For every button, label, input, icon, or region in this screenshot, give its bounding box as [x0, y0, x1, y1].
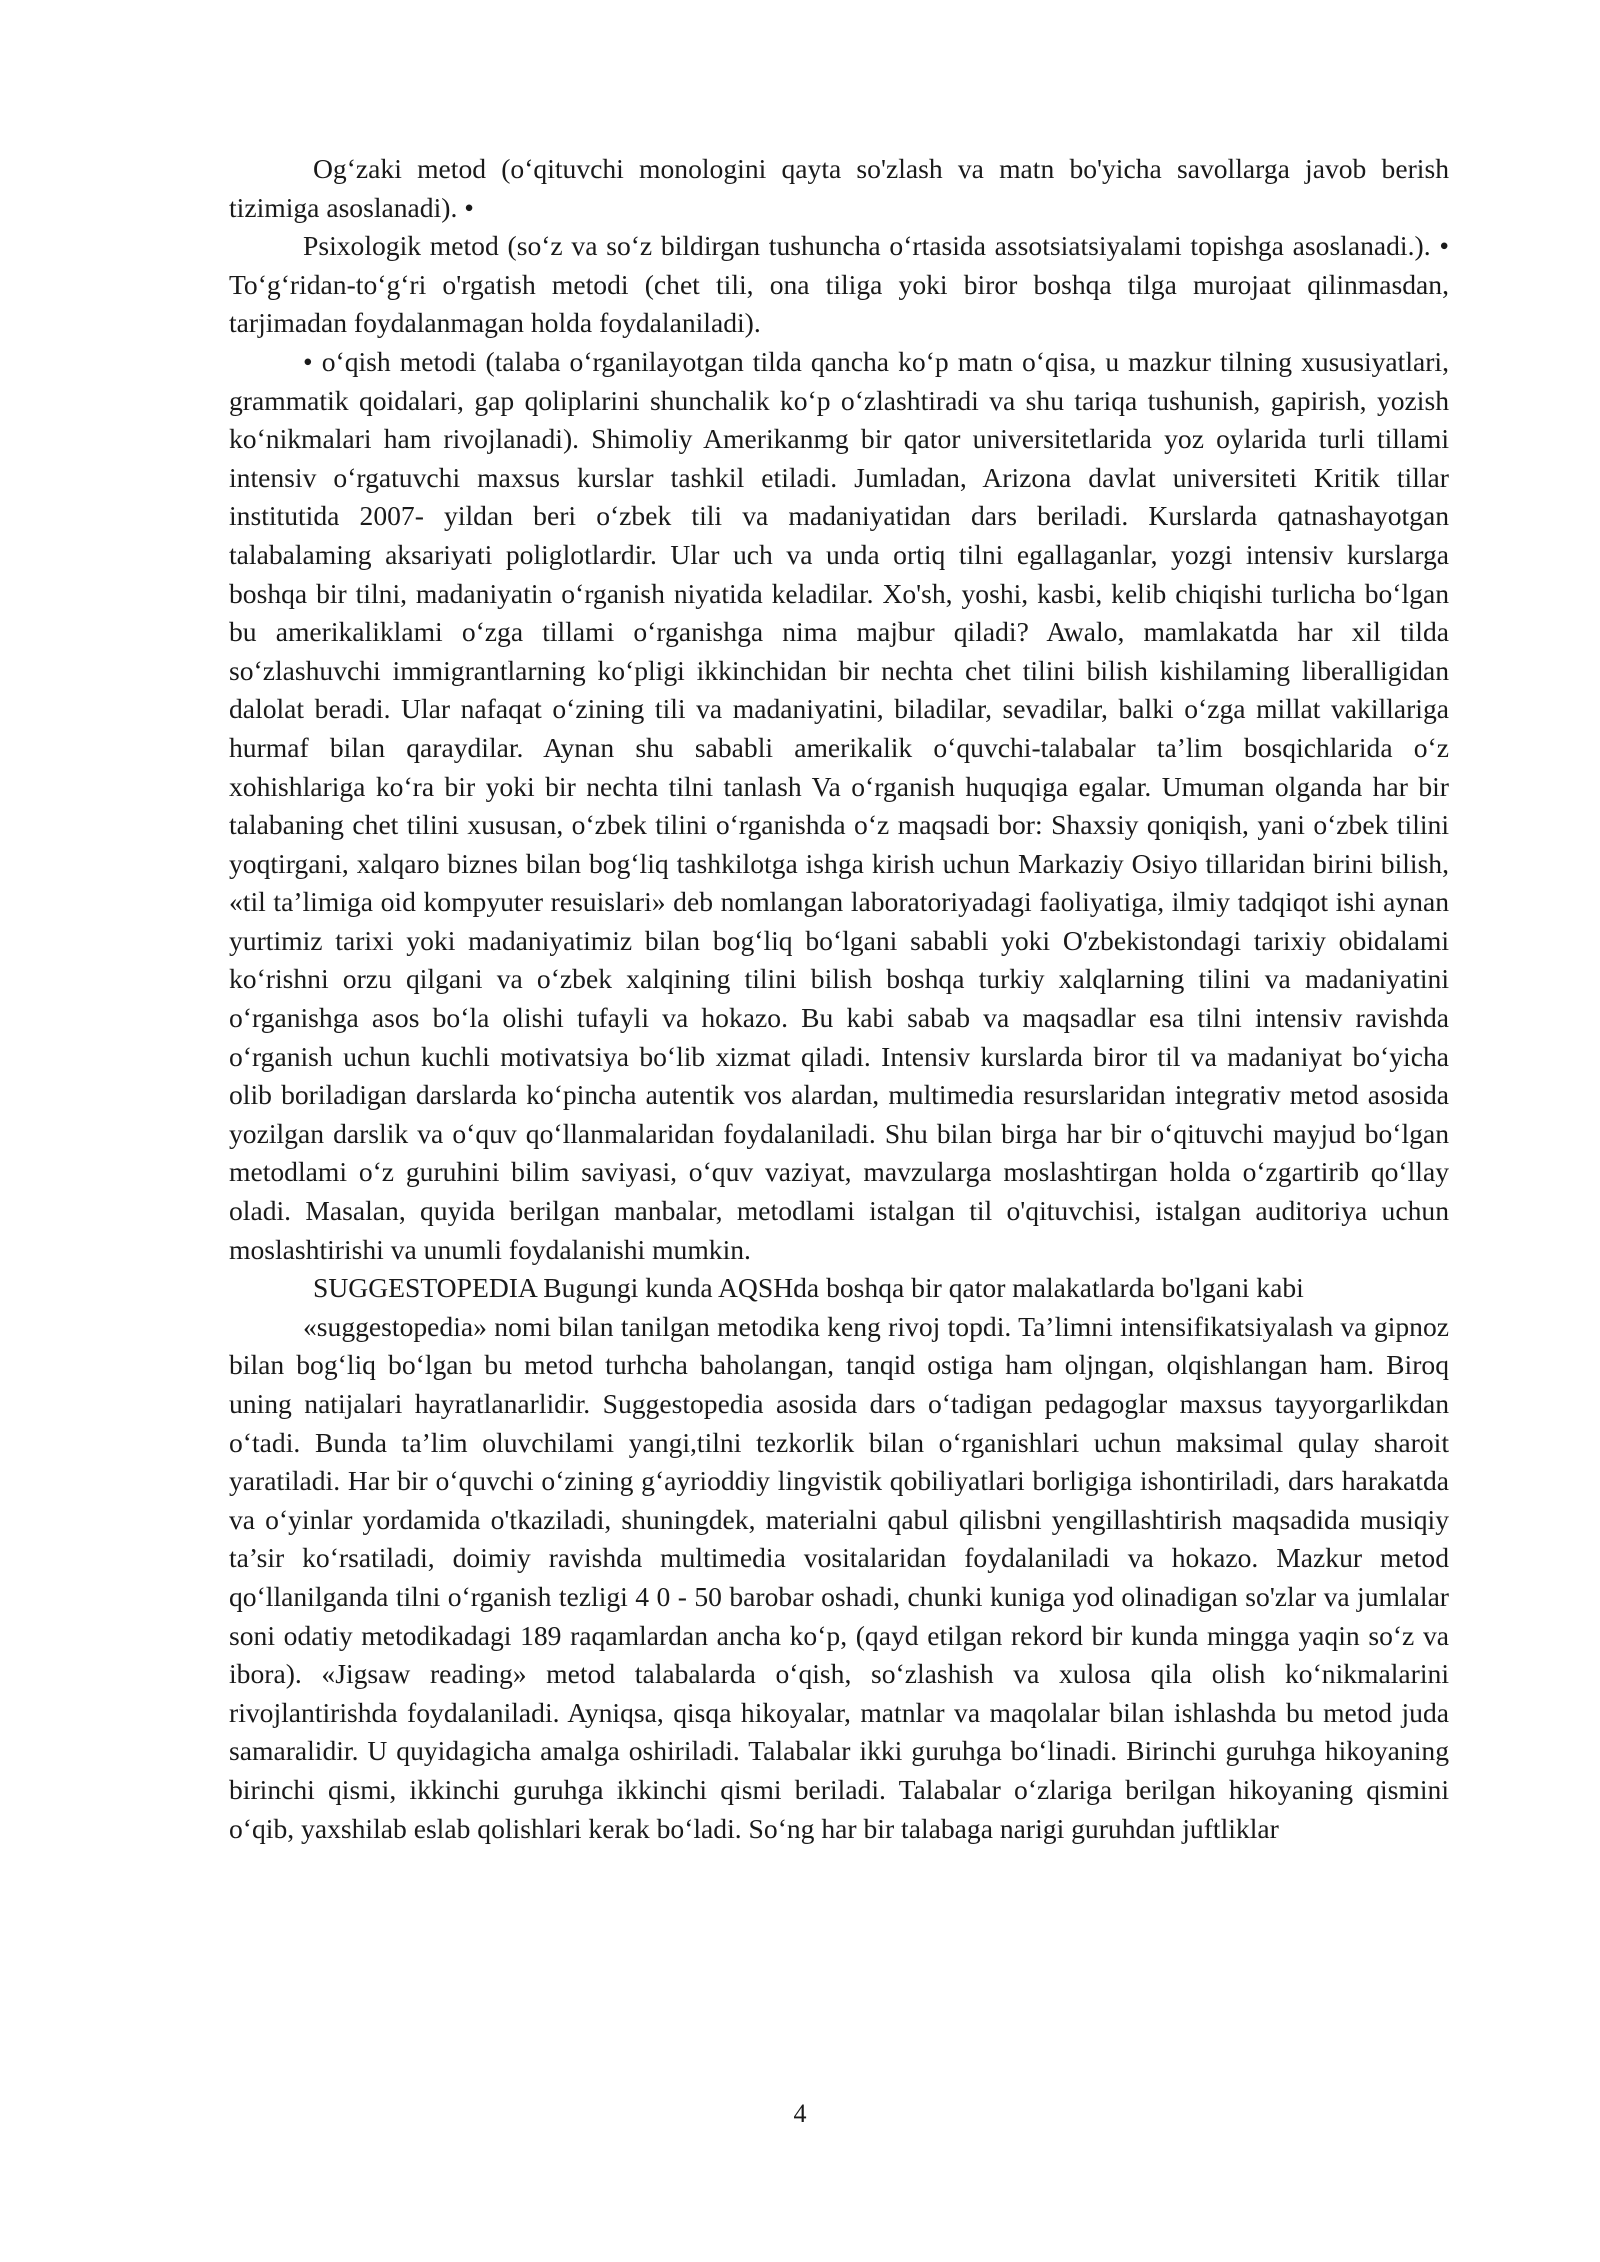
document-body [229, 150, 1449, 1848]
paragraph-reading-method: • o‘qish metodi (talaba o‘rganilayotgan tilda qancha ko‘p matn o‘qisa, u mazkur tilning xususiyatlari, grammatik qoidalari, gap qoliplarini shunchalik ko‘p o‘zlashtiradi va shu tariqa tushunish, gapirish, yozish ko‘nikmalari ham rivojlanadi). Shimoliy Amerikanmg bir qator universitetlarida yoz oylarida turli tillami intensiv o‘rgatuvchi maxsus kurslar tashkil etiladi. Jumladan, Arizona davlat universiteti Kritik tillar institutida 2007- yildan beri o‘zbek tili va madaniyatidan dars beriladi. Kurslarda qatnashayotgan talabalaming aksariyati poliglotlardir. Ular uch va unda ortiq tilni egallaganlar, yozgi intensiv kurslarga boshqa bir tilni, madaniyatin o‘rganish niyatida keladilar. Xo'sh, yoshi, kasbi, kelib chiqishi turlicha bo‘lgan bu amerikaliklami o‘zga tillami o‘rganishga nima majbur qiladi? Awalo, mamlakatda har xil tilda so‘zlashuvchi immigrantlarning ko‘pligi ikkinchidan bir nechta chet tilini bilish kishilaming liberalligidan dalolat beradi. Ular nafaqat o‘zining tili va madaniyatini, biladilar, sevadilar, balki o‘zga millat vakillariga hurmaf bilan qaraydilar. Aynan shu sababli amerikalik o‘quvchi-talabalar ta’lim bosqichlarida o‘z xohishlariga ko‘ra bir yoki bir nechta tilni tanlash Va o‘rganish huquqiga egalar. Umuman olganda har bir talabaning chet tilini xususan, o‘zbek tilini o‘rganishda o‘z maqsadi bor: Shaxsiy qoniqish, yani o‘zbek tilini yoqtirgani, xalqaro biznes bilan bog‘liq tashkilotga ishga kirish uchun Markaziy Osiyo tillaridan birini bilish, «til ta’limiga oid kompyuter resuislari» deb nomlangan laboratoriyadagi faoliyatiga, ilmiy tadqiqot ishi aynan yurtimiz tarixi yoki madaniyatimiz bilan bog‘liq bo‘lgani sababli yoki O'zbekistondagi tarixiy obidalami ko‘rishni orzu qilgani va o‘zbek xalqining tilini bilish boshqa turkiy xalqlarning tilini va madaniyatini o‘rganishga asos bo‘la olishi tufayli va hokazo. Bu kabi sabab va maqsadlar esa tilni intensiv ravishda o‘rganish uchun kuchli motivatsiya bo‘lib xizmat qiladi. Intensiv kurslarda biror til va madaniyat bo‘yicha olib boriladigan darslarda ko‘pincha autentik vos alardan, multimedia resurslaridan integrativ metod asosida yozilgan darslik va o‘quv qo‘llanmalaridan foydalaniladi. Shu bilan birga har bir o‘qituvchi mayjud bo‘lgan metodlami o‘z guruhini bilim saviyasi, o‘quv vaziyat, mavzularga moslashtirgan holda o‘zgartirib qo‘llay oladi. Masalan, quyida berilgan manbalar, metodlami istalgan til o'qituvchisi, istalgan auditoriya uchun moslashtirishi va unumli foydalanishi mumkin. [229, 345, 1449, 1265]
paragraph-oral-method: Og‘zaki metod (o‘qituvchi monologini qayta so'zlash va matn bo'yicha savollarga javob berish tizimiga asoslanadi). • [229, 153, 1449, 223]
page-number: 4 [793, 2099, 807, 2128]
paragraph-psychological-method: Psixologik metod (so‘z va so‘z bildirgan tushuncha o‘rtasida assotsiatsiyalami topishga asoslanadi.). • To‘g‘ridan-to‘g‘ri o'rgatish metodi (chet tili, ona tiliga yoki biror boshqa tilga murojaat qilinmasdan, tarjimadan foydalanmagan holda foydalaniladi). [229, 230, 1449, 339]
paragraph-suggestopedia-heading: SUGGESTOPEDIA Bugungi kunda AQSHda boshqa bir qator malakatlarda bo'lgani kabi [313, 1272, 1304, 1304]
paragraph-suggestopedia-body: «suggestopedia» nomi bilan tanilgan metodika keng rivoj topdi. Ta’limni intensifikatsiyalash va gipnoz bilan bog‘liq bo‘lgan bu metod turhcha baholangan, tanqid ostiga ham oljngan, olqishlangan ham. Biroq uning natijalari hayratlanarlidir. Suggestopedia asosida dars o‘tadigan pedagoglar maxsus tayyorgarlikdan o‘tadi. Bunda ta’lim oluvchilami yangi,tilni tezkorlik bilan o‘rganishlari uchun maksimal qulay sharoit yaratiladi. Har bir o‘quvchi o‘zining g‘ayrioddiy lingvistik qobiliyatlari borligiga ishontiriladi, dars harakatda va o‘yinlar yordamida o'tkaziladi, shuningdek, materialni qabul qilisbni yengillashtirish maqsadida musiqiy ta’sir ko‘rsatiladi, doimiy ravishda multimedia vositalaridan foydalaniladi va hokazo. Mazkur metod qo‘llanilganda tilni o‘rganish tezligi 4 0 - 50 barobar oshadi, chunki kuniga yod olinadigan so'zlar va jumlalar soni odatiy metodikadagi 189 raqamlardan ancha ko‘p, (qayd etilgan rekord bir kunda mingga yaqin so‘z va ibora). «Jigsaw reading» metod talabalarda o‘qish, so‘zlashish va xulosa qila olish ko‘nikmalarini rivojlantirishda foydalaniladi. Ayniqsa, qisqa hikoyalar, matnlar va maqolalar bilan ishlashda bu metod juda samaralidir. U quyidagicha amalga oshiriladi. Talabalar ikki guruhga bo‘linadi. Birinchi guruhga hikoyaning birinchi qismi, ikkinchi guruhga ikkinchi qismi beriladi. Talabalar o‘zlariga berilgan hikoyaning qismini o‘qib, yaxshilab eslab qolishlari kerak bo‘ladi. So‘ng har bir talabaga narigi guruhdan juftliklar [229, 1310, 1449, 1844]
